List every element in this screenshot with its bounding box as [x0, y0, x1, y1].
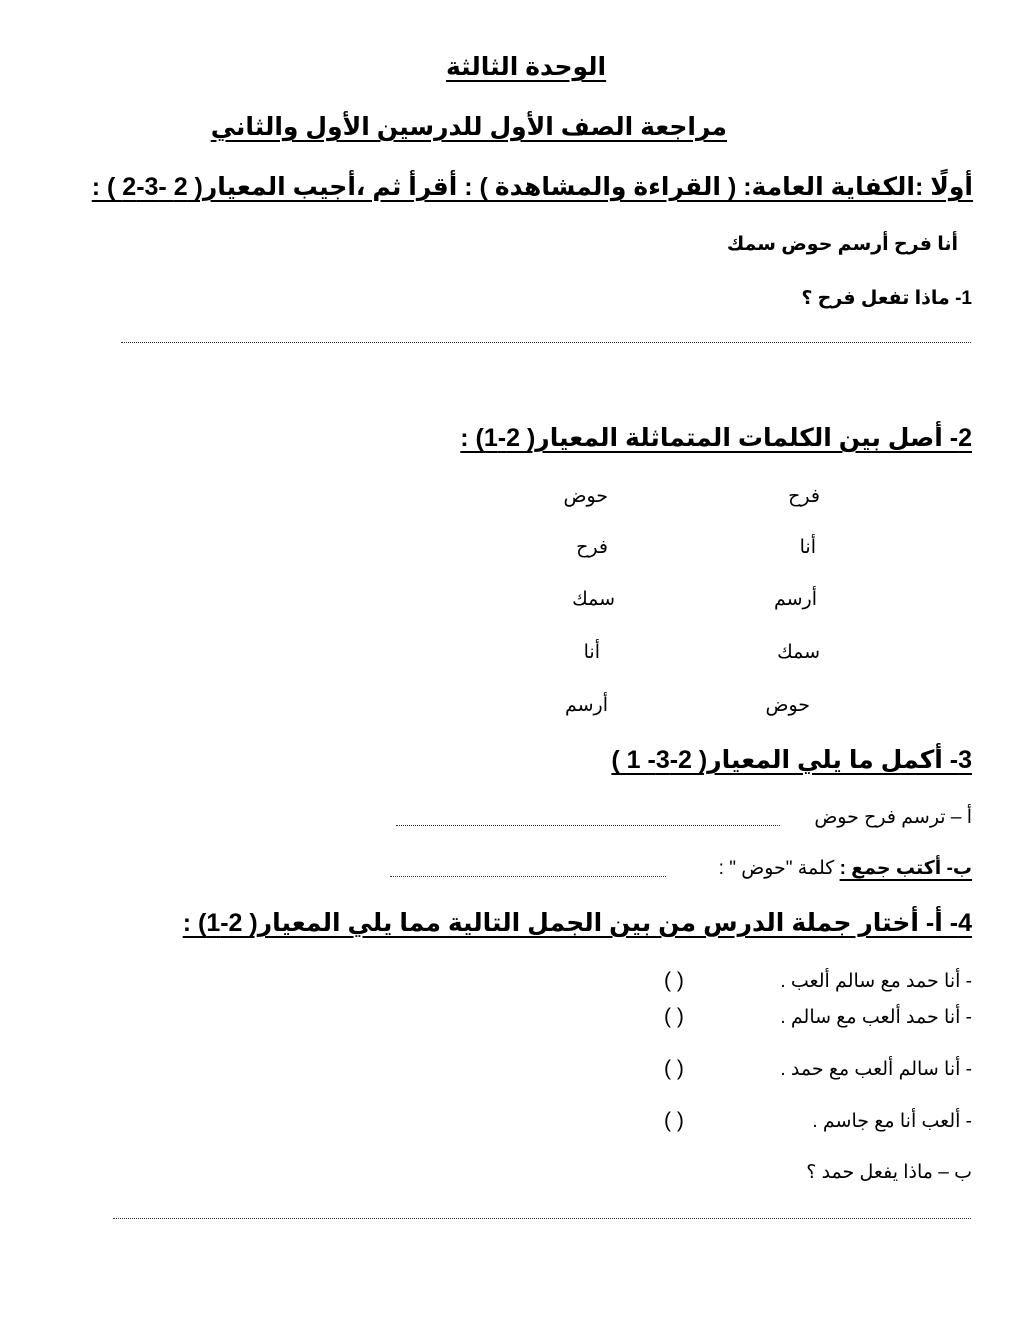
- item-b: [719, 857, 972, 880]
- section2-heading: 2- أصل بين الكلمات المتماثلة المعيار( 2-1) :: [460, 424, 972, 452]
- item-b-rest: كلمة "حوض " :: [718, 858, 840, 879]
- match-left-word[interactable]: أنا: [583, 642, 600, 663]
- review-title: مراجعة الصف الأول للدرسين الأول والثاني: [210, 113, 727, 141]
- option-sentence: - أنا حمد ألعب مع سالم .: [780, 1007, 972, 1028]
- answer-line-final[interactable]: [113, 1218, 971, 1219]
- answer-line-a[interactable]: [396, 825, 780, 826]
- section3-heading: 3- أكمل ما يلي المعيار( 2-3- 1 ): [611, 746, 972, 774]
- match-right-word[interactable]: فرح: [788, 486, 820, 507]
- match-left-word[interactable]: سمك: [572, 589, 615, 610]
- item-a: أ – ترسم فرح حوض: [814, 807, 972, 828]
- answer-checkbox[interactable]: ( ): [664, 1109, 684, 1132]
- answer-line-1[interactable]: [121, 342, 971, 343]
- answer-checkbox[interactable]: ( ): [664, 1057, 684, 1080]
- reading-sentence: أنا فرح أرسم حوض سمك: [726, 234, 958, 255]
- question-b: ب – ماذا يفعل حمد ؟: [806, 1162, 972, 1183]
- match-right-word[interactable]: أرسم: [773, 589, 817, 610]
- option-sentence: - ألعب أنا مع جاسم .: [812, 1111, 972, 1132]
- match-right-word[interactable]: سمك: [777, 642, 820, 663]
- item-b-label: ب- أكتب جمع :: [839, 858, 972, 879]
- match-right-word[interactable]: حوض: [765, 695, 810, 716]
- question-1: 1- ماذا تفعل فرح ؟: [801, 288, 972, 309]
- match-left-word[interactable]: حوض: [563, 486, 608, 507]
- answer-checkbox[interactable]: ( ): [664, 969, 684, 992]
- match-left-word[interactable]: أرسم: [564, 695, 608, 716]
- section4-heading: 4- أ- أختار جملة الدرس من بين الجمل التالية مما يلي المعيار( 2-1) :: [182, 909, 972, 937]
- option-sentence: - أنا حمد مع سالم ألعب .: [780, 971, 972, 992]
- option-sentence: - أنا سالم ألعب مع حمد .: [780, 1059, 972, 1080]
- match-right-word[interactable]: أنا: [799, 537, 816, 558]
- answer-line-b[interactable]: [390, 876, 666, 877]
- answer-checkbox[interactable]: ( ): [664, 1005, 684, 1028]
- unit-title: الوحدة الثالثة: [446, 53, 607, 81]
- section1-heading: أولًا :الكفاية العامة: ( القراءة والمشاهدة ) : أقرأ ثم ،أجيب المعيار( 2 -3-2 ) :: [91, 173, 973, 201]
- match-left-word[interactable]: فرح: [576, 537, 608, 558]
